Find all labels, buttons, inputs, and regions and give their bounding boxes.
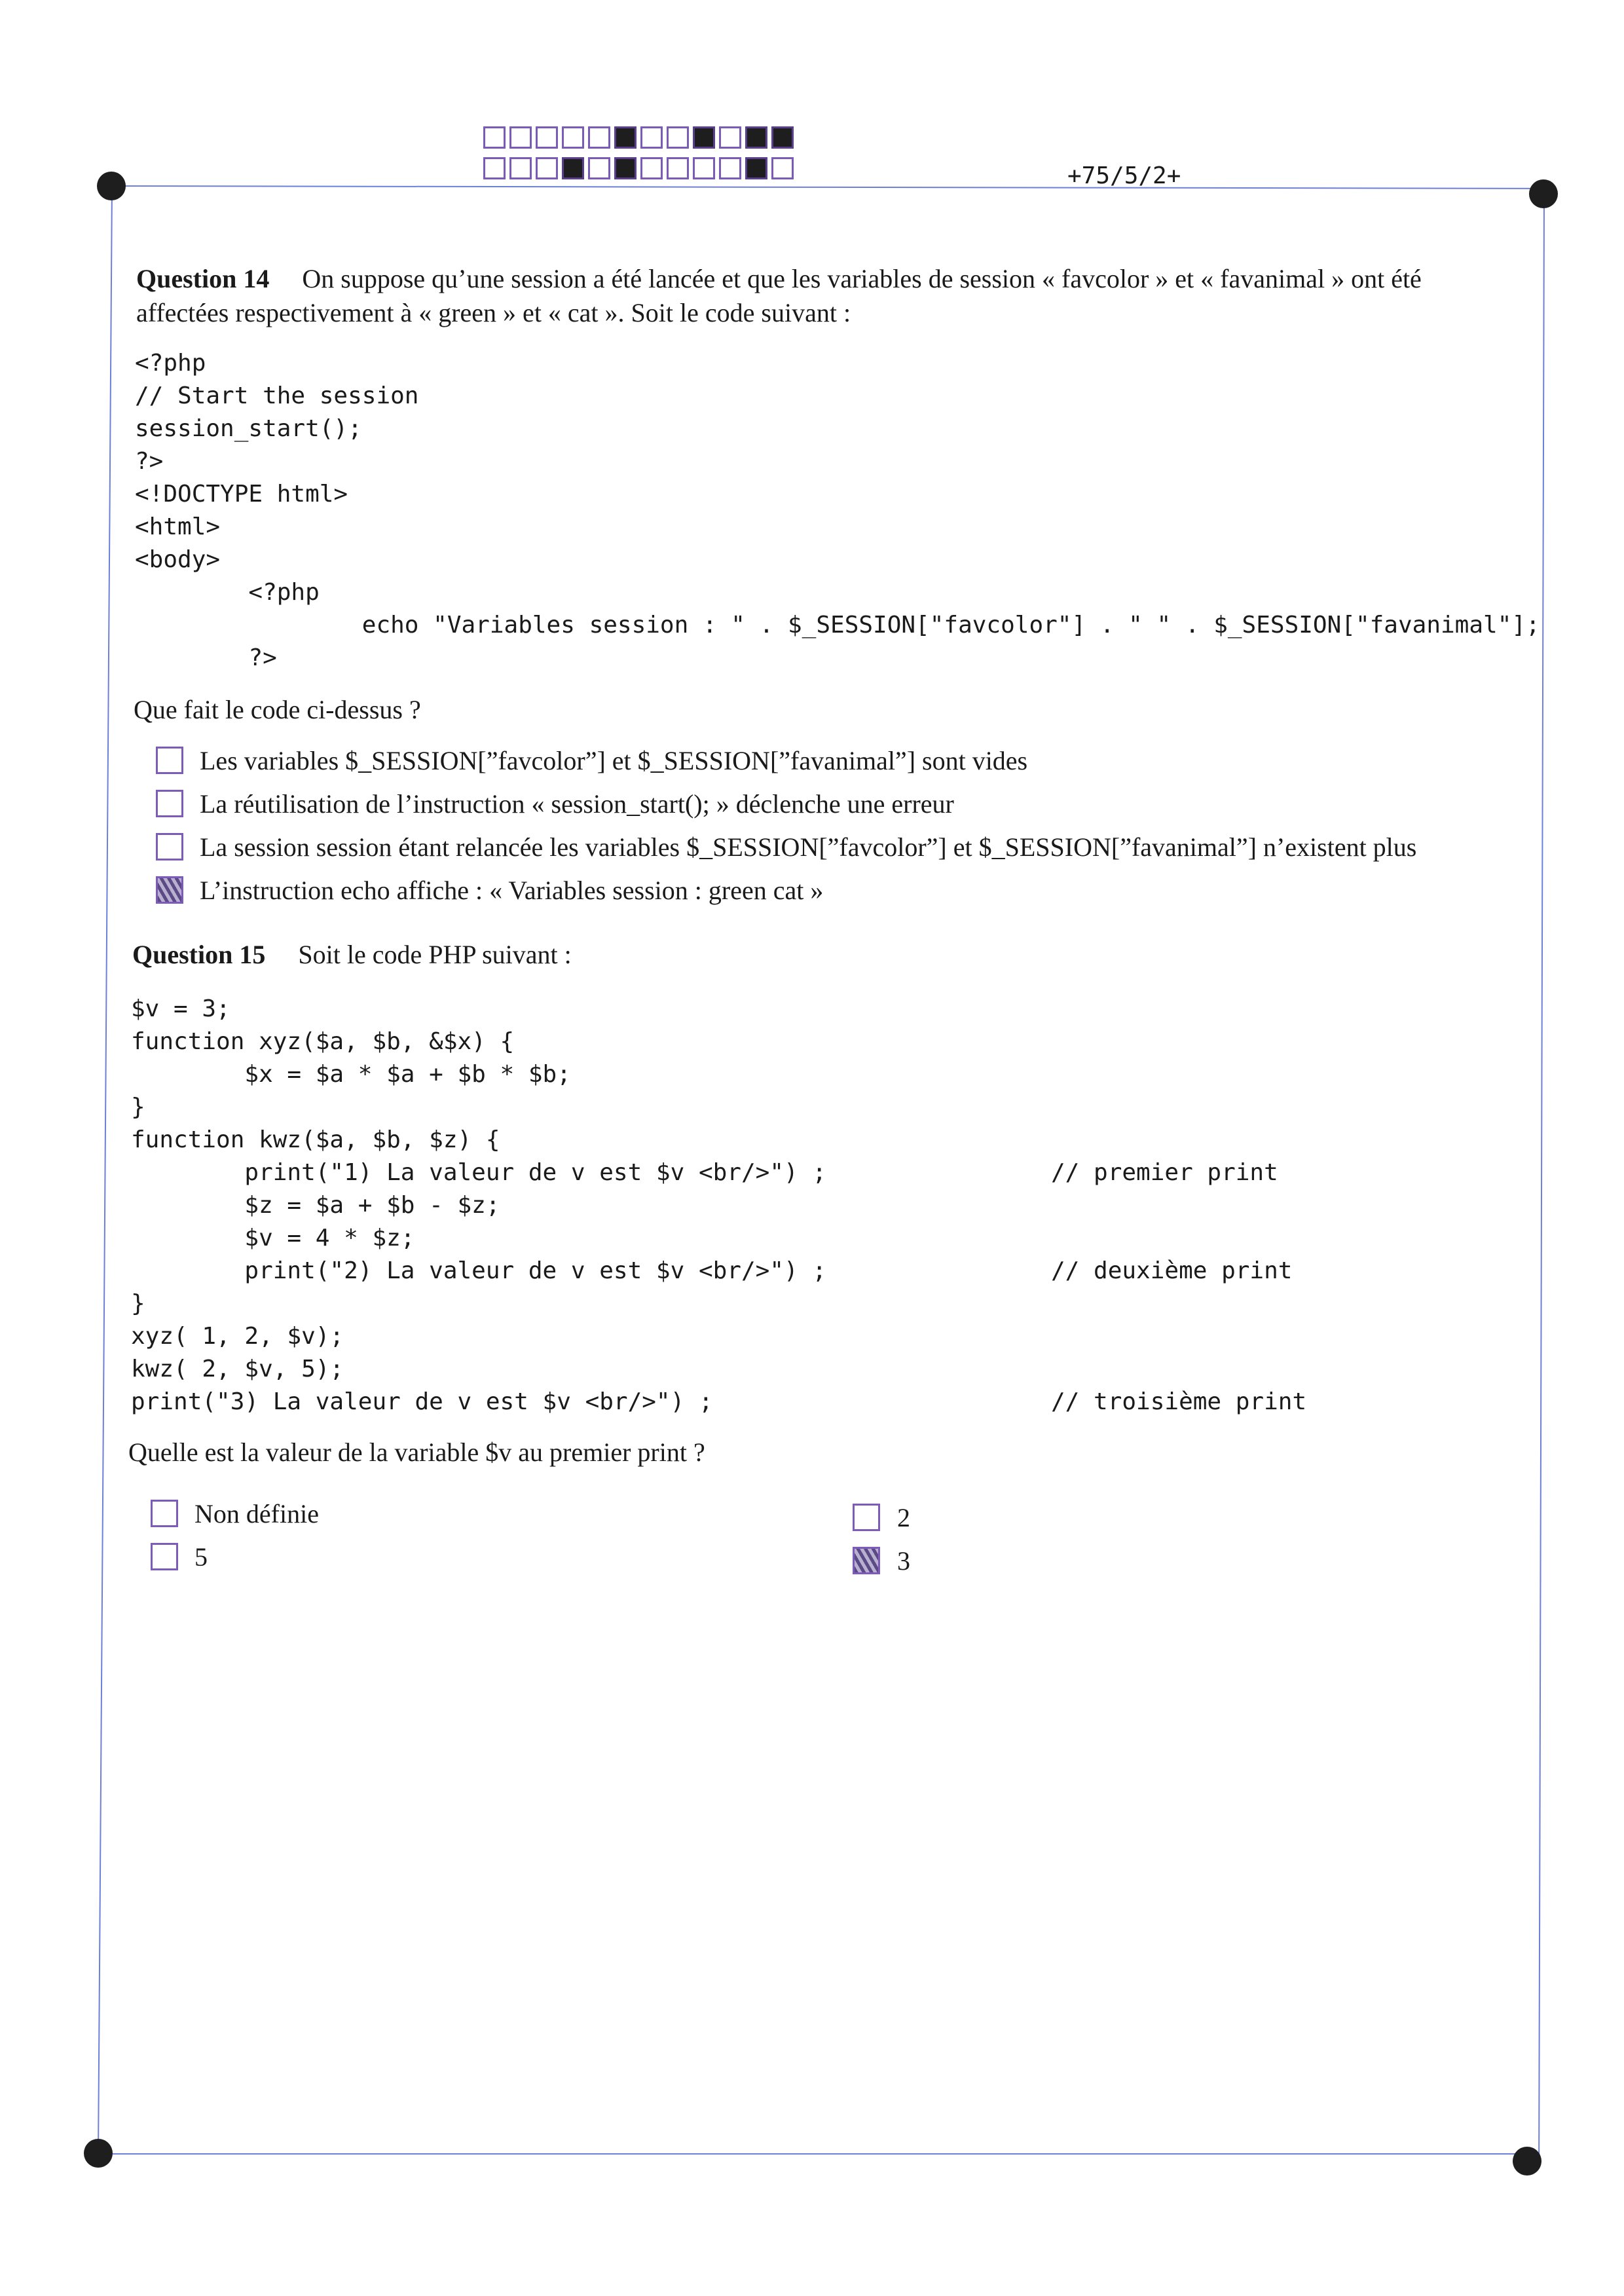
frame-bottom <box>98 2153 1529 2155</box>
q14-answer-3-label: La session session étant relancée les variables $_SESSION[”favcolor”] et $_SESSION[”favanimal”] n’existent plus <box>200 832 1417 862</box>
question-14-text-line1: On suppose qu’une session a été lancée et que les variables de session « favcolor » et « favanimal » ont été <box>302 264 1422 293</box>
code-cell <box>693 126 715 149</box>
q14-answer-4-label: L’instruction echo affiche : « Variables session : green cat » <box>200 876 824 905</box>
q14-answer-2-checkbox[interactable] <box>156 790 183 817</box>
code-cell <box>509 126 532 149</box>
corner-marker-bottom-right <box>1513 2147 1541 2176</box>
code-cell <box>667 157 689 179</box>
q14-answer-3-checkbox[interactable] <box>156 833 183 861</box>
q15-answer-3-label: 3 <box>897 1546 910 1576</box>
code-cell <box>562 126 584 149</box>
question-15-title: Question 15 <box>132 940 266 969</box>
question-14-prompt: Que fait le code ci-dessus ? <box>134 695 421 724</box>
question-15-prompt: Quelle est la valeur de la variable $v au premier print ? <box>128 1437 705 1467</box>
question-14-code: <?php // Start the session session_start(); ?> <!DOCTYPE html> <html> <body> <?php echo "Variables session : " . $_SESSION["favcolor"] . " " . $_SESSION["favanimal"]; ?> <box>135 350 1540 671</box>
question-14-text-line2: affectées respectivement à « green » et « cat ». Soit le code suivant : <box>136 298 851 327</box>
code-cell <box>640 157 663 179</box>
frame-top <box>111 185 1542 189</box>
q15-answer-non-definie-checkbox[interactable] <box>151 1500 178 1527</box>
code-comment-premier: // premier print <box>1051 1159 1278 1186</box>
corner-marker-top-right <box>1529 179 1558 208</box>
q15-answer-non-definie-label: Non définie <box>194 1499 319 1528</box>
code-cell <box>693 157 715 179</box>
q15-answer-2-checkbox[interactable] <box>853 1504 880 1531</box>
code-cell <box>745 157 767 179</box>
code-cell <box>588 126 610 149</box>
code-cell <box>614 157 637 179</box>
code-cell <box>483 126 506 149</box>
code-cell <box>771 157 794 179</box>
code-cell <box>614 126 637 149</box>
corner-marker-top-left <box>97 172 126 200</box>
code-cell <box>536 126 558 149</box>
code-cell <box>667 126 689 149</box>
q14-answer-1-label: Les variables $_SESSION[”favcolor”] et $_SESSION[”favanimal”] sont vides <box>200 746 1028 775</box>
code-cell <box>562 157 584 179</box>
q14-answer-1-checkbox[interactable] <box>156 747 183 774</box>
code-cell <box>640 126 663 149</box>
identification-code-row <box>483 157 798 179</box>
code-cell <box>536 157 558 179</box>
question-14-statement <box>136 262 1524 330</box>
code-cell <box>509 157 532 179</box>
corner-marker-bottom-left <box>84 2139 113 2168</box>
q14-answer-4-checkbox[interactable] <box>156 876 183 904</box>
code-cell <box>745 126 767 149</box>
q15-answer-5-checkbox[interactable] <box>151 1543 178 1570</box>
code-comment-deuxieme: // deuxième print <box>1051 1257 1293 1284</box>
q14-answer-2-label: La réutilisation de l’instruction « session_start(); » déclenche une erreur <box>200 789 954 819</box>
q15-answer-2-label: 2 <box>897 1503 910 1532</box>
identification-code-row <box>483 126 798 149</box>
code-cell <box>719 157 741 179</box>
code-cell <box>588 157 610 179</box>
q15-answer-3-checkbox[interactable] <box>853 1547 880 1574</box>
frame-left <box>98 187 113 2153</box>
q15-answer-5-label: 5 <box>194 1542 208 1572</box>
question-15-statement <box>132 938 572 972</box>
page-id: +75/5/2+ <box>1067 162 1181 189</box>
code-cell <box>771 126 794 149</box>
code-cell <box>483 157 506 179</box>
code-comment-troisieme: // troisième print <box>1051 1388 1307 1415</box>
question-15-code: $v = 3; function xyz($a, $b, &$x) { $x = $a * $a + $b * $b; } function kwz($a, $b, $z) { print("1) La valeur de v est $v <br/>") ; $z = $a + $b - $z; $v = 4 * $z; print("2) La valeur de v est $v <br/>") ; } xyz( 1, 2, $v); kwz( 2, $v, 5); print("3) La valeur de v est $v <br/>") ; <box>131 995 827 1415</box>
question-15-text: Soit le code PHP suivant : <box>298 940 572 969</box>
code-cell <box>719 126 741 149</box>
question-14-title: Question 14 <box>136 264 270 293</box>
